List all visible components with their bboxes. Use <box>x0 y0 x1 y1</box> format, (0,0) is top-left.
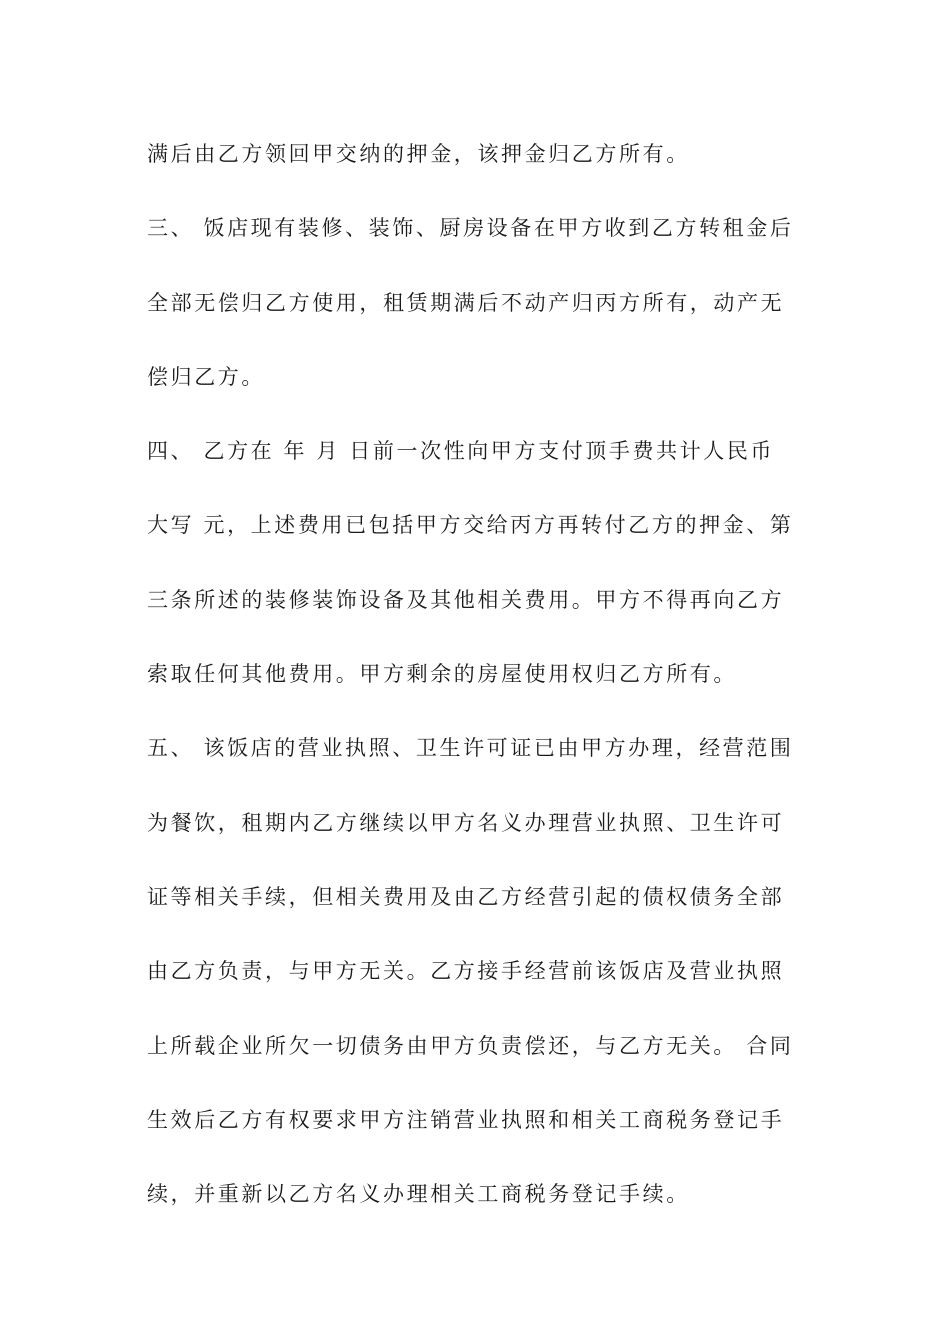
text-line: 索取任何其他费用。甲方剩余的房屋使用权归乙方所有。 <box>147 662 737 687</box>
text-line: 满后由乙方领回甲交纳的押金，该押金归乙方所有。 <box>147 142 690 166</box>
text-line: 四、 乙方在 年 月 日前一次性向甲方支付顶手费共计人民币 <box>147 439 775 464</box>
text-line: 五、 该饭店的营业执照、卫生许可证已由甲方办理，经营范围 <box>147 736 794 761</box>
text-line: 大写 元，上述费用已包括甲方交给丙方再转付乙方的押金、第 <box>147 513 794 538</box>
contract-text <box>147 130 807 1244</box>
text-line: 三、 饭店现有装修、装饰、厨房设备在甲方收到乙方转租金后 <box>147 216 794 241</box>
text-line: 上所载企业所欠一切债务由甲方负责偿还，与乙方无关。 合同 <box>147 1033 794 1058</box>
text-line: 证等相关手续，但相关费用及由乙方经营引起的债权债务全部 <box>147 884 785 909</box>
text-line: 为餐饮，租期内乙方继续以甲方名义办理营业执照、卫生许可 <box>147 810 785 835</box>
text-line: 续，并重新以乙方名义办理相关工商税务登记手续。 <box>147 1182 690 1207</box>
text-line: 由乙方负责，与甲方无关。乙方接手经营前该饭店及营业执照 <box>147 959 785 984</box>
text-line: 全部无偿归乙方使用，租赁期满后不动产归丙方所有，动产无 <box>147 290 785 315</box>
text-line: 偿归乙方。 <box>147 364 265 389</box>
text-line: 三条所述的装修装饰设备及其他相关费用。甲方不得再向乙方 <box>147 587 785 612</box>
text-line: 生效后乙方有权要求甲方注销营业执照和相关工商税务登记手 <box>147 1107 785 1132</box>
